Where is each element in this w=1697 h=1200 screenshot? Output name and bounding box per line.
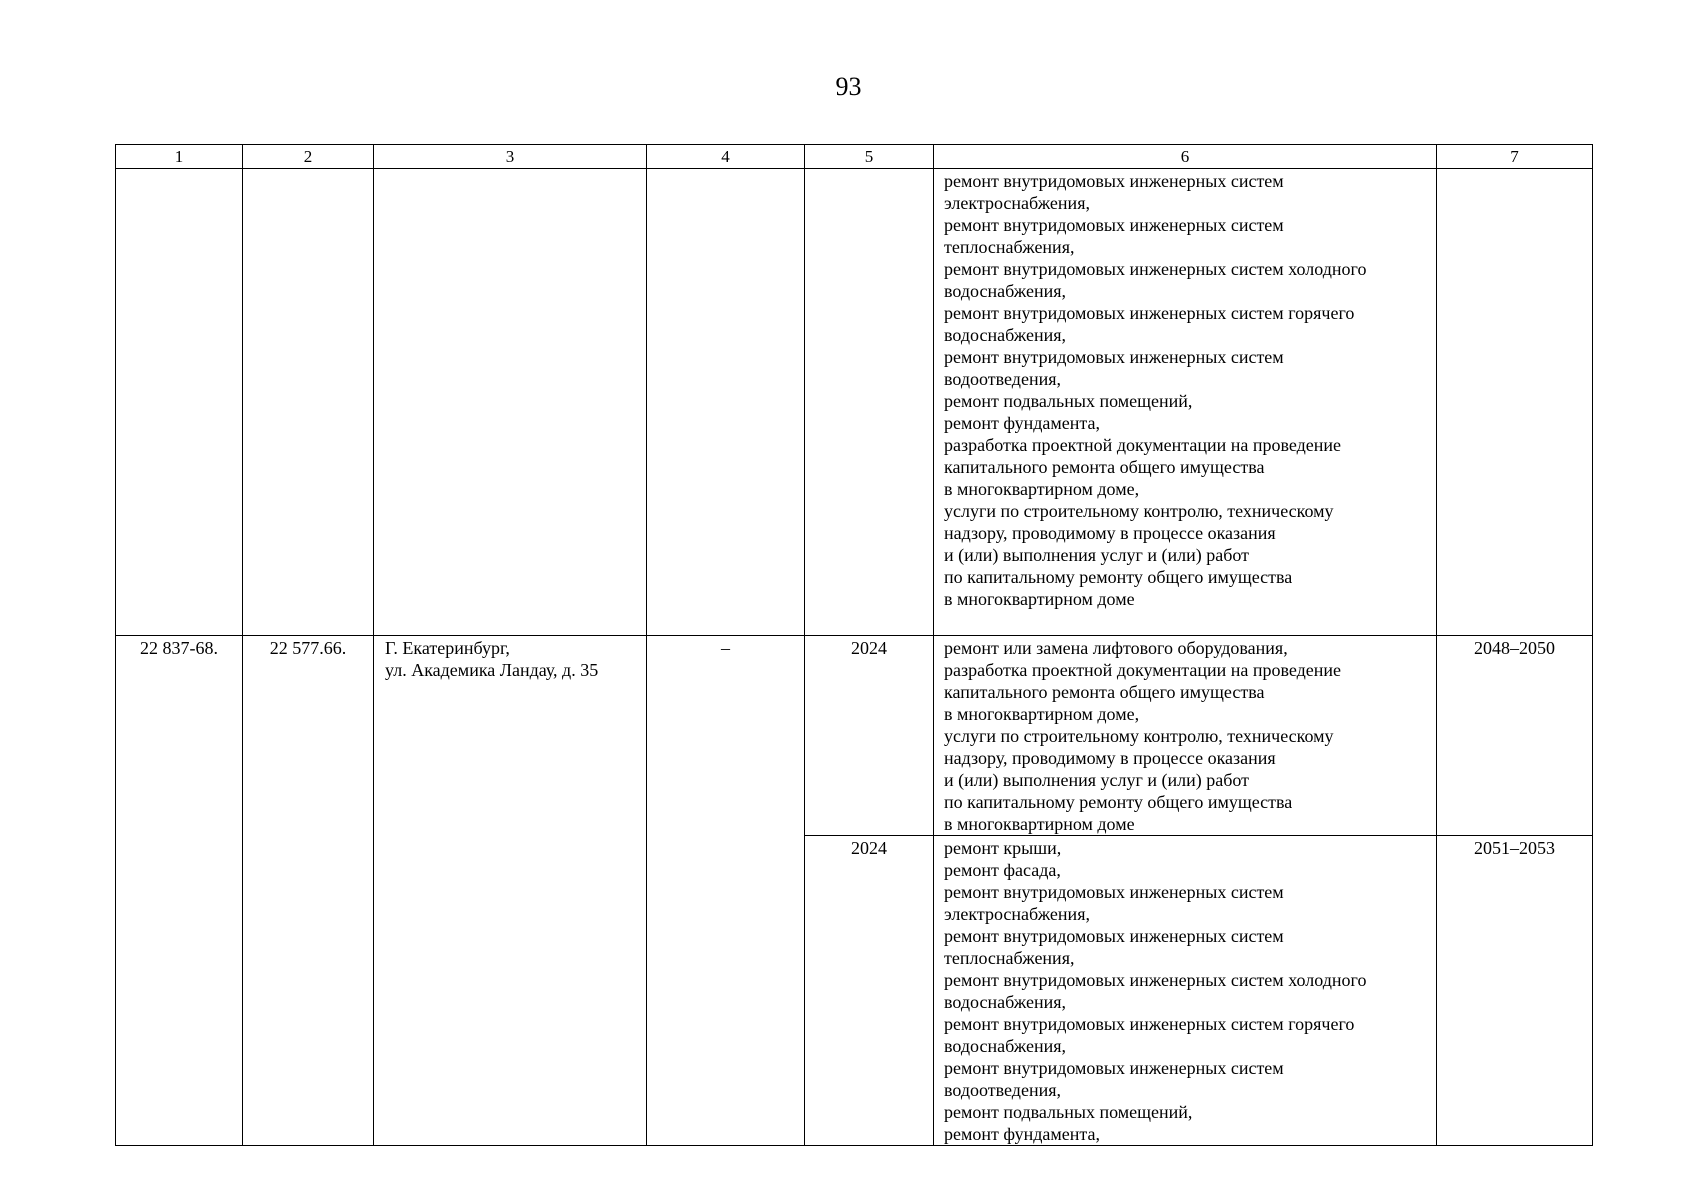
record-col1: 22 837-68.: [140, 638, 218, 658]
work-line: надзору, проводимому в процессе оказания: [944, 748, 1276, 768]
table-cell: [243, 169, 374, 636]
record-col4-cell: [647, 636, 805, 1146]
work-line: ремонт внутридомовых инженерных систем: [944, 171, 1284, 191]
works-cell: [934, 836, 1437, 1146]
year-cell: [805, 836, 934, 1146]
entry-period: 2048–2050: [1474, 638, 1555, 658]
work-line: ремонт внутридомовых инженерных систем: [944, 347, 1284, 367]
work-line: электроснабжения,: [944, 904, 1090, 924]
work-line: ремонт внутридомовых инженерных систем холодного: [944, 970, 1367, 990]
period-cell: [1437, 636, 1593, 836]
work-line: ремонт внутридомовых инженерных систем: [944, 1058, 1284, 1078]
work-line: ремонт внутридомовых инженерных систем холодного: [944, 259, 1367, 279]
work-line: услуги по строительному контролю, техническому: [944, 501, 1334, 521]
table-row: [116, 636, 1593, 836]
work-line: ремонт фундамента,: [944, 413, 1100, 433]
work-line: в многоквартирном доме: [944, 814, 1135, 834]
work-line: капитального ремонта общего имущества: [944, 457, 1265, 477]
work-line: водоснабжения,: [944, 325, 1067, 345]
period-cell: [1437, 836, 1593, 1146]
work-line: водоснабжения,: [944, 992, 1067, 1012]
capital-repair-table: [115, 144, 1593, 1146]
entry-period: 2051–2053: [1474, 838, 1555, 858]
work-line: услуги по строительному контролю, техническому: [944, 726, 1334, 746]
work-line: ремонт внутридомовых инженерных систем: [944, 882, 1284, 902]
record-col1-cell: [116, 636, 243, 1146]
work-line: водоснабжения,: [944, 281, 1067, 301]
work-line: по капитальному ремонту общего имущества: [944, 567, 1293, 587]
address-cell: [374, 636, 647, 1146]
works-cell: [934, 169, 1437, 636]
column-header: 7: [1437, 145, 1593, 169]
column-header: 5: [805, 145, 934, 169]
entry-year: 2024: [851, 638, 887, 658]
work-line: ремонт или замена лифтового оборудования,: [944, 638, 1288, 658]
record-col2: 22 577.66.: [269, 638, 347, 658]
column-header: 6: [934, 145, 1437, 169]
continuation-row: [116, 169, 1593, 636]
table-cell: [647, 169, 805, 636]
work-line: ремонт крыши,: [944, 838, 1062, 858]
work-line: в многоквартирном доме,: [944, 479, 1140, 499]
work-line: разработка проектной документации на проведение: [944, 660, 1342, 680]
work-line: ремонт фундамента,: [944, 1124, 1100, 1144]
work-line: водоотведения,: [944, 1080, 1061, 1100]
column-header: 4: [647, 145, 805, 169]
work-line: ремонт внутридомовых инженерных систем: [944, 926, 1284, 946]
work-line: ремонт подвальных помещений,: [944, 1102, 1193, 1122]
work-line: теплоснабжения,: [944, 237, 1075, 257]
table-cell: [1437, 169, 1593, 636]
work-line: водоснабжения,: [944, 1036, 1067, 1056]
work-line: капитального ремонта общего имущества: [944, 682, 1265, 702]
record-col2-cell: [243, 636, 374, 1146]
work-line: ремонт внутридомовых инженерных систем горячего: [944, 1014, 1355, 1034]
work-line: ремонт подвальных помещений,: [944, 391, 1193, 411]
column-header: 2: [243, 145, 374, 169]
work-line: электроснабжения,: [944, 193, 1090, 213]
column-header: 3: [374, 145, 647, 169]
work-line: ремонт фасада,: [944, 860, 1061, 880]
year-cell: [805, 636, 934, 836]
entry-year: 2024: [851, 838, 887, 858]
address-line-2: ул. Академика Ландау, д. 35: [385, 660, 599, 680]
work-line: в многоквартирном доме,: [944, 704, 1140, 724]
work-line: водоотведения,: [944, 369, 1061, 389]
column-header: 1: [116, 145, 243, 169]
work-line: в многоквартирном доме: [944, 589, 1135, 609]
work-line: и (или) выполнения услуг и (или) работ: [944, 545, 1250, 565]
page-number: 93: [835, 72, 862, 101]
work-line: теплоснабжения,: [944, 948, 1075, 968]
work-line: ремонт внутридомовых инженерных систем: [944, 215, 1284, 235]
table-header-row: [116, 145, 1593, 169]
table-cell: [805, 169, 934, 636]
work-line: разработка проектной документации на проведение: [944, 435, 1342, 455]
work-line: по капитальному ремонту общего имущества: [944, 792, 1293, 812]
address-line-1: Г. Екатеринбург,: [385, 638, 510, 658]
work-line: ремонт внутридомовых инженерных систем горячего: [944, 303, 1355, 323]
record-col4: –: [721, 638, 730, 658]
table-cell: [116, 169, 243, 636]
work-line: и (или) выполнения услуг и (или) работ: [944, 770, 1250, 790]
table-cell: [374, 169, 647, 636]
works-cell: [934, 636, 1437, 836]
work-line: надзору, проводимому в процессе оказания: [944, 523, 1276, 543]
